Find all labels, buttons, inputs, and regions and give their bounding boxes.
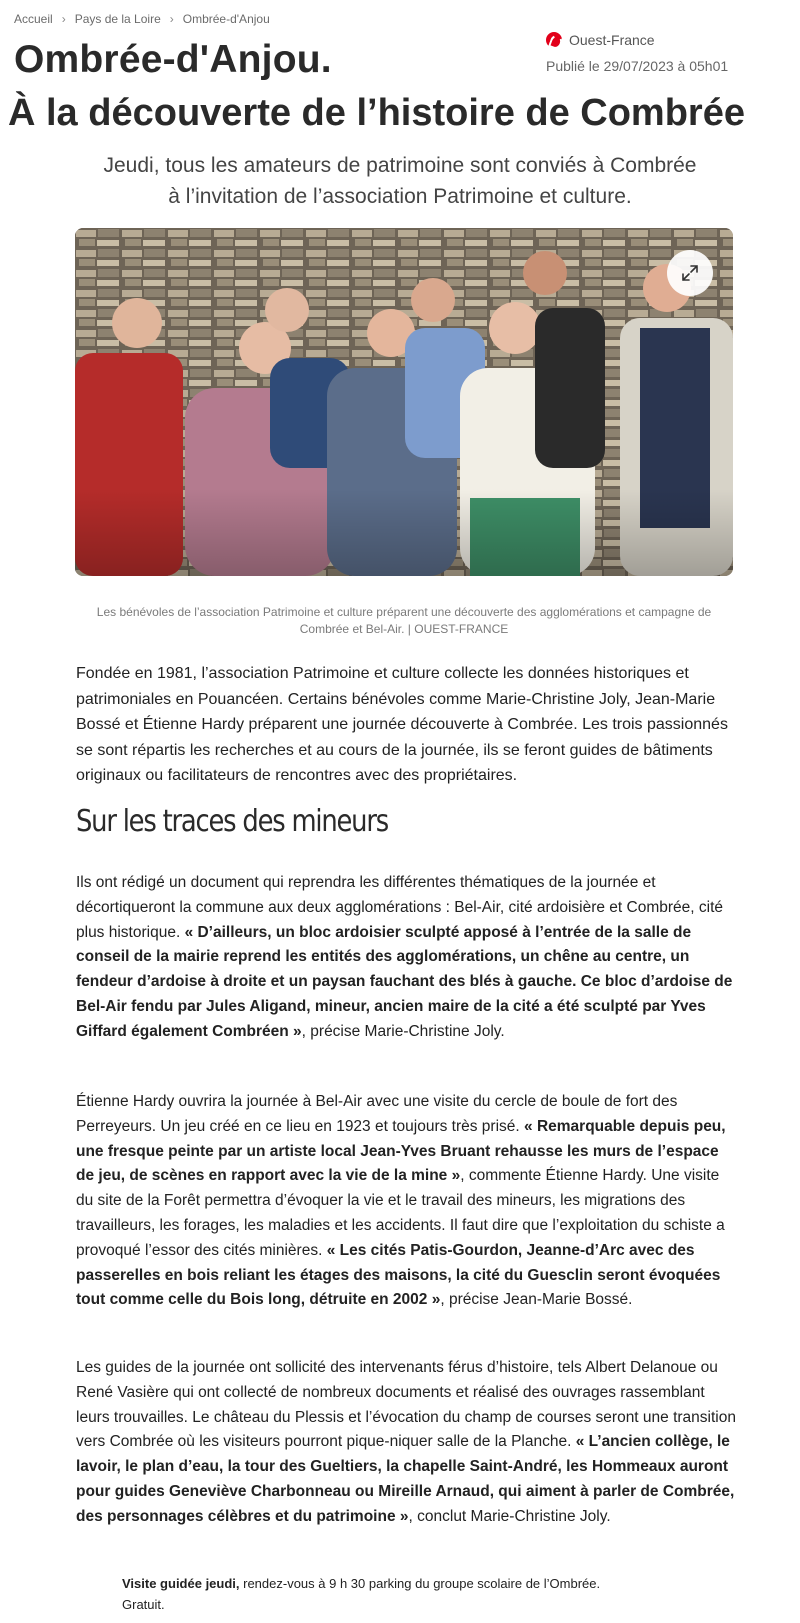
caption-line2: Combrée et Bel-Air. | OUEST-FRANCE: [299, 622, 509, 636]
quote-text: « Les cités Patis-Gourdon, Jeanne-d’Arc avec des passerelles en bois reliant les étages des maisons, la cité du Guesclin seront évoquées tout comme celle du Bois long, détruite en 2002 »: [76, 1241, 721, 1309]
paragraph-text: , commente Étienne Hardy. Une visite du site de la Forêt permettra d’évoquer la vie et le travail des mineurs, les migrations des travailleurs, les forages, les maladies et les accidents. Il faut dire que l’exploitation du schiste a provoqué l’essor des cités minières.: [76, 1167, 725, 1259]
paragraph-text: , conclut Marie-Christine Joly.: [408, 1507, 611, 1525]
expand-icon: [680, 263, 700, 283]
caption-line1: Les bénévoles de l’association Patrimoine et culture préparent une découverte des agglomérations et campagne de: [96, 605, 712, 619]
note-text: rendez-vous à 9 h 30 parking du groupe scolaire de l’Ombrée.: [239, 1576, 601, 1591]
note-line2: Gratuit.: [122, 1597, 165, 1612]
breadcrumb-accueil[interactable]: Accueil: [14, 12, 53, 26]
expand-photo-button[interactable]: [667, 250, 713, 296]
quote-text: « D’ailleurs, un bloc ardoisier sculpté apposé à l’entrée de la salle de conseil de la mairie reprend les entités des agglomérations, un chêne au centre, un fendeur d’ardoise à droite et un paysan fauchant des blés à gauche. Ce bloc d’ardoise de Bel-Air fendu par Jules Aligand, mineur, ancien maire de la cité a été sculpté par Yves Giffard également Combréen »: [76, 923, 733, 1040]
article-paragraph-1: Fondée en 1981, l’association Patrimoine et culture collecte les données historiques et patrimoniales en Pouancéen. Certains bénévoles comme Marie-Christine Joly, Jean-Marie Bossé et Étienne Hardy préparent une journée découverte à Combrée. Les trois passionnés se sont répartis les recherches et au cours de la journée, ils se feront guides de bâtiments originaux ou facilitateurs de rencontres avec des propriétaires.: [76, 665, 728, 784]
page-title-line1: Ombrée-d'Anjou.: [14, 38, 332, 81]
article-photo[interactable]: [75, 228, 733, 576]
breadcrumb: [14, 12, 270, 26]
ouest-france-logo-icon: [546, 32, 562, 48]
breadcrumb-ombree-danjou[interactable]: Ombrée-d'Anjou: [182, 12, 270, 26]
section-heading: Sur les traces des mineurs: [76, 804, 388, 839]
article-lede: [0, 150, 800, 212]
note-bold: Visite guidée jeudi,: [122, 1576, 240, 1591]
paragraph-text: , précise Jean-Marie Bossé.: [440, 1291, 633, 1309]
paragraph-text: Les guides de la journée ont sollicité des intervenants férus d’histoire, tels Albert Delanoue ou René Vasière qui ont collecté de nombreux documents et réalisé des ouvrages rassemblant leurs trouvailles. Le château du Plessis et l’évocation du champ de courses seront une transition vers Combrée où les visiteurs pourront pique-niquer salle de la Planche.: [76, 1359, 736, 1451]
breadcrumb-pays-de-la-loire[interactable]: Pays de la Loire: [74, 12, 161, 26]
chevron-right-icon: ›: [169, 12, 174, 26]
lede-line1: Jeudi, tous les amateurs de patrimoine sont conviés à Combrée: [103, 154, 697, 177]
photo-caption: [60, 604, 748, 638]
event-info-note: [122, 1573, 682, 1615]
page-title-line2: À la découverte de l’histoire de Combrée: [8, 92, 745, 134]
article-paragraph-3: [76, 1090, 736, 1313]
quote-text: « L’ancien collège, le lavoir, le plan d’eau, la tour des Gueltiers, la chapelle Saint-André, les Hommeaux auront pour guides Geneviève Charbonneau ou Mireille Arnaud, qui aiment à parler de Combrée, des personnages célèbres et du patrimoine »: [76, 1433, 735, 1525]
quote-text: « Remarquable depuis peu, une fresque peinte par un artiste local Jean-Yves Bruant rehausse les murs de l’espace de jeu, de scènes en rapport avec la vie de la mine »: [76, 1117, 726, 1185]
source-name[interactable]: [546, 32, 655, 48]
lede-line2: à l’invitation de l’association Patrimoine et culture.: [168, 185, 632, 208]
paragraph-text: , précise Marie-Christine Joly.: [301, 1022, 505, 1040]
source-label: Ouest-France: [569, 32, 655, 48]
chevron-right-icon: ›: [61, 12, 66, 26]
article-paragraph-4: [76, 1356, 736, 1530]
publish-date: Publié le 29/07/2023 à 05h01: [546, 58, 729, 74]
paragraph-text: Ils ont rédigé un document qui reprendra les différentes thématiques de la journée et décortiqueront la commune aux deux agglomérations : Bel-Air, cité ardoisière et Combrée, cité plus historique.: [76, 874, 724, 941]
article-paragraph-2: [76, 871, 736, 1045]
group-photo-illustration: [75, 228, 733, 576]
paragraph-text: Étienne Hardy ouvrira la journée à Bel-Air avec une visite du cercle de boule de fort des Perreyeurs. Un jeu créé en ce lieu en 1923 et toujours très prisé.: [76, 1093, 678, 1135]
